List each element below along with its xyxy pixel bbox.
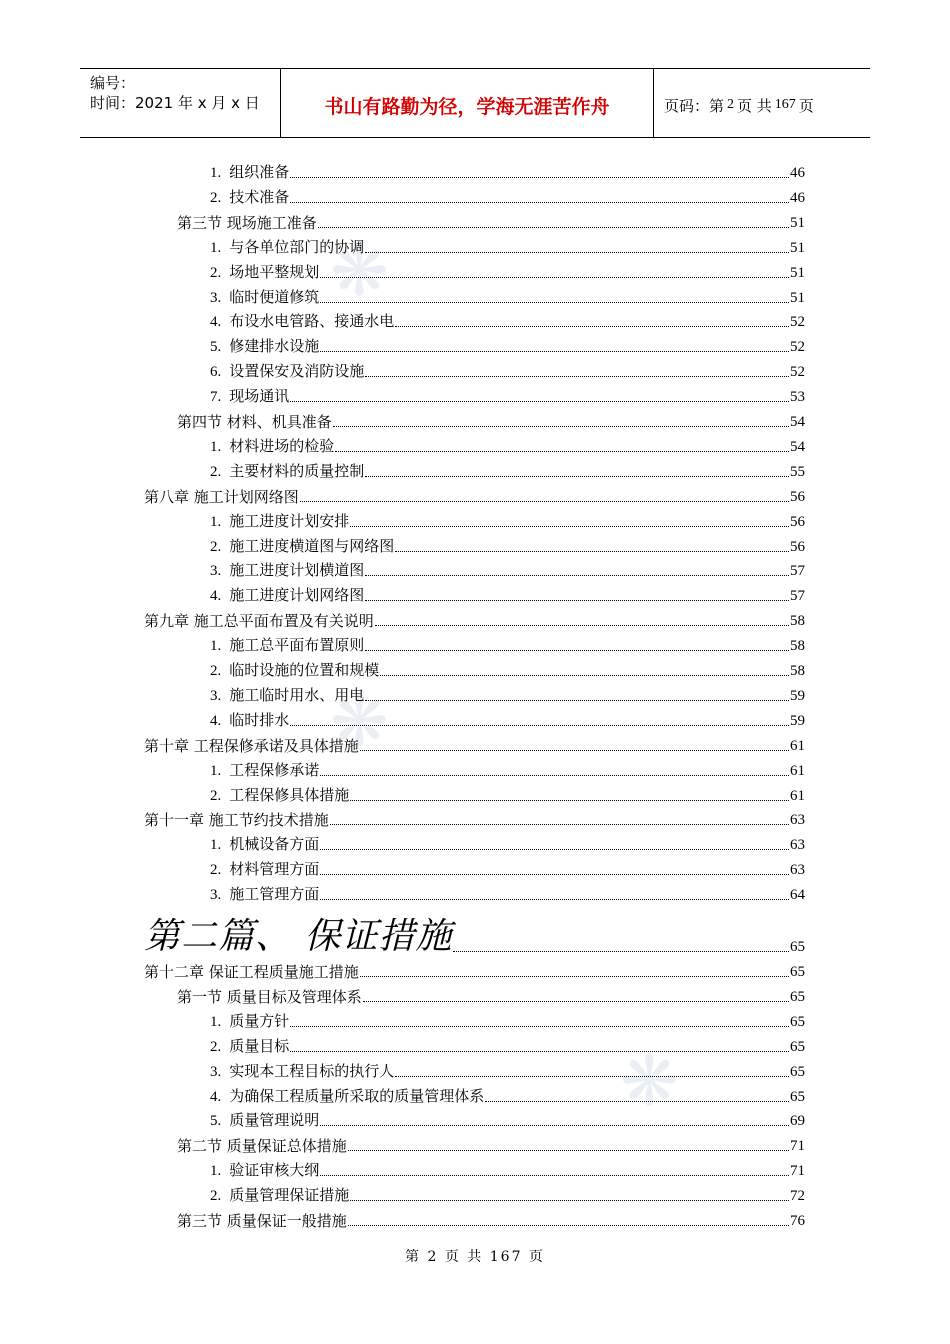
toc-entry-page: 46 <box>790 165 805 181</box>
toc-entry-text: 第一节 质量目标及管理体系 <box>177 987 362 1006</box>
toc-entry-number: 1. <box>210 165 222 181</box>
toc-entry-number: 4. <box>210 314 222 331</box>
toc-entry-text: 第二节 质量保证总体措施 <box>177 1137 347 1156</box>
page-header <box>80 68 870 138</box>
toc-entry[interactable] <box>210 332 805 357</box>
toc-leader-dots <box>290 1050 789 1052</box>
toc-entry-number: 2. <box>210 463 222 480</box>
toc-entry[interactable] <box>210 233 805 258</box>
time-label: 时间：2021 年 x 月 x 日 <box>90 94 260 112</box>
toc-entry-number: 3. <box>210 687 222 704</box>
toc-entry-number: 5. <box>210 1113 222 1130</box>
toc-leader-dots <box>320 774 789 776</box>
toc-entry-page: 59 <box>790 712 805 729</box>
toc-entry-page: 63 <box>790 837 805 854</box>
toc-leader-dots <box>290 176 789 178</box>
toc-entry-page: 65 <box>790 1013 805 1030</box>
toc-entry-text: 第四节 材料、机具准备 <box>177 413 332 431</box>
toc-entry-page: 58 <box>790 663 805 679</box>
toc-entry-title <box>144 962 359 982</box>
toc-entry-page: 71 <box>790 1138 805 1155</box>
toc-entry-page: 65 <box>790 1038 805 1055</box>
page-suffix: 页 <box>798 96 814 115</box>
toc-entry-number: 1. <box>210 239 222 256</box>
toc-leader-dots <box>365 649 789 651</box>
toc-leader-dots <box>300 500 789 502</box>
toc-leader-dots <box>365 599 789 601</box>
toc-entry-text: 第十章 工程保修承诺及具体措施 <box>144 736 359 755</box>
toc-entry-text: 工程保修具体措施 <box>229 785 350 804</box>
toc-entry-number: 7. <box>210 389 222 406</box>
header-meta <box>80 69 281 137</box>
toc-entry-number: 6. <box>210 364 222 381</box>
toc-leader-dots <box>350 1199 789 1201</box>
toc-entry-text: 质量目标 <box>229 1036 290 1055</box>
toc-entry-title <box>210 1185 349 1206</box>
toc-entry-title <box>210 834 319 855</box>
toc-entry-title <box>210 1086 484 1107</box>
toc-entry-text: 施工临时用水、用电 <box>229 685 365 704</box>
toc-entry-page: 63 <box>790 812 805 829</box>
toc-entry-page: 56 <box>790 538 805 555</box>
toc-entry-text: 施工进度横道图与网络图 <box>229 536 395 555</box>
toc-entry-text: 现场通讯 <box>229 387 290 406</box>
toc-leader-dots <box>290 1025 789 1027</box>
toc-entry-number: 4. <box>210 588 222 605</box>
toc-entry-text: 主要材料的质量控制 <box>229 461 365 480</box>
toc-entry-title <box>210 187 289 208</box>
toc-entry-title <box>210 1160 319 1181</box>
toc-leader-dots <box>333 425 789 427</box>
toc-leader-dots <box>320 1174 789 1176</box>
toc-entry-page: 57 <box>790 563 805 580</box>
toc-entry[interactable] <box>144 957 805 982</box>
toc-entry-title <box>210 785 349 806</box>
toc-leader-dots <box>360 975 789 977</box>
toc-leader-dots <box>320 848 789 850</box>
toc-entry-number: 1. <box>210 837 222 854</box>
toc-entry-text: 第三节 质量保证一般措施 <box>177 1212 347 1230</box>
toc-entry-title <box>177 1211 347 1231</box>
toc-entry[interactable] <box>210 756 805 781</box>
toc-entry-title <box>210 262 319 283</box>
toc-entry-page: 56 <box>790 513 805 530</box>
page-mid: 页 共 <box>737 96 772 115</box>
toc-entry-page: 54 <box>790 414 805 430</box>
toc-entry-text: 临时便道修筑 <box>229 287 320 306</box>
toc-entry-title <box>210 685 364 706</box>
toc-entry[interactable] <box>210 681 805 706</box>
toc-entry-page: 65 <box>790 964 805 980</box>
toc-entry-number: 2. <box>210 787 222 804</box>
toc-leader-dots <box>365 475 789 477</box>
toc-entry-text: 组织准备 <box>229 163 290 181</box>
toc-entry[interactable] <box>144 805 805 830</box>
toc-leader-dots <box>320 350 789 352</box>
toc-entry-number: 2. <box>210 189 222 206</box>
toc-entry-number: 1. <box>210 513 222 530</box>
toc-entry-text: 场地平整规划 <box>229 262 320 281</box>
toc-entry[interactable] <box>210 1082 805 1107</box>
toc-leader-dots <box>395 325 789 327</box>
toc-leader-dots <box>485 1100 789 1102</box>
toc-entry-text: 修建排水设施 <box>229 337 320 356</box>
toc-entry-text: 质量管理说明 <box>229 1111 320 1130</box>
toc-entry[interactable] <box>177 1206 805 1231</box>
toc-leader-dots <box>320 1124 789 1126</box>
toc-entry-number: 3. <box>210 887 222 904</box>
toc-entry-page: 65 <box>790 1088 805 1105</box>
watermark-icon: ❋ <box>330 230 389 312</box>
toc-entry-page: 69 <box>790 1113 805 1130</box>
toc-entry-title <box>210 287 319 308</box>
toc-leader-dots <box>290 724 789 726</box>
code-label: 编号： <box>90 74 136 92</box>
toc-entry-title <box>210 760 319 781</box>
toc-entry-text: 施工管理方面 <box>229 885 320 904</box>
toc-entry-title <box>177 987 362 1007</box>
toc-entry-title <box>210 386 289 407</box>
toc-entry[interactable] <box>210 1106 805 1131</box>
page-prefix: 页码：第 <box>664 96 725 115</box>
toc-entry-page: 71 <box>790 1163 805 1180</box>
toc-entry-number: 2. <box>210 1038 222 1055</box>
toc-leader-dots <box>365 699 789 701</box>
toc-leader-dots <box>350 799 789 801</box>
toc-leader-dots <box>320 873 789 875</box>
toc-entry-text: 第九章 施工总平面布置及有关说明 <box>144 612 374 631</box>
toc-entry[interactable] <box>210 258 805 283</box>
toc-entry-title <box>210 536 394 557</box>
toc-leader-dots <box>395 550 789 552</box>
toc-entry-title <box>144 611 374 631</box>
toc-entry[interactable] <box>210 1057 805 1082</box>
toc-entry-title <box>210 336 319 357</box>
toc-leader-dots <box>365 251 789 253</box>
toc-entry-page: 51 <box>790 264 805 281</box>
toc-entry-text: 第三节 现场施工准备 <box>177 213 317 232</box>
watermark-icon: ❋ <box>620 1040 679 1122</box>
toc-entry[interactable] <box>210 283 805 308</box>
toc-entry-text: 机械设备方面 <box>229 835 320 854</box>
toc-entry-page: 52 <box>790 364 805 381</box>
toc-entry-page: 57 <box>790 588 805 605</box>
toc-entry-page: 61 <box>790 737 805 754</box>
toc-entry-title <box>210 859 319 880</box>
header-page-info <box>654 69 870 137</box>
toc-entry-title <box>210 361 364 382</box>
toc-entry-title <box>210 710 289 731</box>
toc-entry-title <box>177 1136 347 1156</box>
toc-entry-page: 59 <box>790 687 805 704</box>
toc-entry-number: 1. <box>210 638 222 655</box>
toc-entry-page: 61 <box>790 762 805 779</box>
toc-entry-number: 4. <box>210 1088 222 1105</box>
toc-entry-page: 63 <box>790 862 805 879</box>
toc-entry-text: 第二篇、 保证措施 <box>144 916 453 957</box>
toc-leader-dots <box>365 375 789 377</box>
toc-entry-text: 施工进度计划横道图 <box>229 561 365 580</box>
toc-entry[interactable] <box>210 432 805 457</box>
toc-entry[interactable] <box>210 158 805 183</box>
toc-entry-title <box>210 436 334 457</box>
toc-entry-page: 58 <box>790 638 805 655</box>
toc-entry-page: 46 <box>790 189 805 206</box>
toc-entry-text: 临时设施的位置和规模 <box>229 661 380 679</box>
watermark-icon: ❋ <box>330 680 389 762</box>
toc-entry-page: 52 <box>790 314 805 331</box>
toc-entry-title <box>177 412 332 432</box>
toc-entry[interactable] <box>210 1181 805 1206</box>
toc-leader-dots <box>350 525 789 527</box>
toc-entry-page: 65 <box>790 988 805 1005</box>
toc-entry-number: 2. <box>210 862 222 879</box>
toc-entry-title <box>210 884 319 905</box>
toc-entry-page: 54 <box>790 438 805 455</box>
toc-entry-text: 实现本工程目标的执行人 <box>229 1061 395 1080</box>
toc-entry-title <box>144 487 299 507</box>
toc-entry[interactable] <box>177 1131 805 1156</box>
toc-leader-dots <box>320 301 789 303</box>
toc-entry-text: 施工进度计划网络图 <box>229 586 365 605</box>
toc-leader-dots <box>453 950 789 952</box>
toc-leader-dots <box>348 1149 789 1151</box>
toc-entry-text: 技术准备 <box>229 187 290 206</box>
page-footer: 第 2 页 共 167 页 <box>405 1249 545 1265</box>
toc-entry[interactable] <box>144 913 805 957</box>
toc-entry-number: 5. <box>210 339 222 356</box>
toc-entry[interactable] <box>210 1032 805 1057</box>
toc-entry[interactable] <box>210 357 805 382</box>
toc-leader-dots <box>380 674 789 676</box>
toc-leader-dots <box>348 1224 789 1226</box>
toc-entry-title <box>210 585 364 606</box>
toc-leader-dots <box>363 1000 789 1002</box>
toc-entry-page: 55 <box>790 463 805 480</box>
toc-entry[interactable] <box>210 556 805 581</box>
toc-entry[interactable] <box>177 982 805 1007</box>
toc-entry-text: 质量方针 <box>229 1011 290 1030</box>
toc-entry-title <box>210 1061 394 1082</box>
toc-entry-title <box>177 213 317 233</box>
toc-entry-title <box>210 1011 289 1032</box>
toc-entry-text: 与各单位部门的协调 <box>229 237 365 256</box>
toc-entry-page: 53 <box>790 389 805 406</box>
toc-leader-dots <box>360 749 789 751</box>
toc-entry-text: 材料管理方面 <box>229 860 320 879</box>
toc-entry-title <box>210 511 349 532</box>
toc-entry-page: 51 <box>790 289 805 306</box>
page-current: 2 <box>727 97 735 112</box>
toc-entry-title <box>210 560 364 581</box>
toc-entry-page: 72 <box>790 1188 805 1205</box>
toc-leader-dots <box>290 201 789 203</box>
toc-entry-page: 58 <box>790 613 805 630</box>
toc-entry[interactable] <box>210 656 805 681</box>
toc-entry[interactable] <box>177 208 805 233</box>
toc-entry[interactable] <box>210 581 805 606</box>
toc-entry-title <box>144 736 359 756</box>
toc-entry-text: 质量管理保证措施 <box>229 1186 350 1205</box>
toc-entry-title <box>210 311 394 332</box>
toc-entry[interactable] <box>210 507 805 532</box>
toc-entry-page: 76 <box>790 1213 805 1229</box>
toc-leader-dots <box>395 1075 789 1077</box>
toc-entry-number: 2. <box>210 264 222 281</box>
toc-entry[interactable] <box>210 307 805 332</box>
toc-entry[interactable] <box>210 706 805 731</box>
toc-entry-number: 4. <box>210 712 222 729</box>
page-total: 167 <box>774 97 796 112</box>
toc-entry[interactable] <box>210 1156 805 1181</box>
toc-entry-title <box>210 660 379 681</box>
toc-entry-text: 验证审核大纲 <box>229 1161 320 1180</box>
toc-entry-text: 施工进度计划安排 <box>229 511 350 530</box>
toc-entry-title <box>210 162 289 183</box>
toc-entry-title <box>210 1110 319 1131</box>
toc-entry-text: 第八章 施工计划网络图 <box>144 487 299 506</box>
toc-leader-dots <box>318 226 789 228</box>
toc-entry[interactable] <box>210 382 805 407</box>
toc-entry-number: 1. <box>210 1163 222 1180</box>
toc-entry-text: 工程保修承诺 <box>229 760 320 779</box>
toc-entry-text: 设置保安及消防设施 <box>229 362 365 381</box>
header-motto: 书山有路勤为径，学海无涯苦作舟 <box>281 69 654 137</box>
toc-entry-number: 3. <box>210 289 222 306</box>
toc-entry-title <box>210 1036 289 1057</box>
toc-entry-number: 1. <box>210 1013 222 1030</box>
toc-entry[interactable] <box>144 731 805 756</box>
toc-entry-title <box>210 635 364 656</box>
toc-entry-number: 2. <box>210 663 222 679</box>
toc-entry[interactable] <box>210 1007 805 1032</box>
toc-leader-dots <box>320 276 789 278</box>
toc-entry[interactable] <box>144 606 805 631</box>
toc-entry-text: 第十二章 保证工程质量施工措施 <box>144 963 359 981</box>
toc-leader-dots <box>290 400 789 402</box>
toc-entry-page: 64 <box>790 887 805 904</box>
toc-entry-text: 施工总平面布置原则 <box>229 636 365 655</box>
toc-leader-dots <box>320 898 789 900</box>
toc-entry-page: 51 <box>790 214 805 231</box>
toc-entry-page: 65 <box>790 1063 805 1080</box>
toc-entry-number: 3. <box>210 563 222 580</box>
toc-entry-number: 2. <box>210 1188 222 1205</box>
toc-entry[interactable] <box>144 482 805 507</box>
toc-entry-title <box>144 810 329 830</box>
toc-entry[interactable] <box>210 457 805 482</box>
toc-entry[interactable] <box>210 781 805 806</box>
toc-entry-page: 61 <box>790 787 805 804</box>
toc-entry-text: 为确保工程质量所采取的质量管理体系 <box>229 1086 485 1105</box>
toc-entry-page: 51 <box>790 239 805 256</box>
toc-entry-title <box>144 917 452 957</box>
toc-entry[interactable] <box>210 532 805 557</box>
toc-entry[interactable] <box>210 855 805 880</box>
toc-entry[interactable] <box>210 830 805 855</box>
toc-entry-page: 65 <box>790 939 805 955</box>
toc-entry-text: 第十一章 施工节约技术措施 <box>144 811 329 830</box>
toc-entry-text: 临时排水 <box>229 710 290 729</box>
toc-entry[interactable] <box>177 407 805 432</box>
toc-entry-number: 3. <box>210 1063 222 1080</box>
toc-entry-title <box>210 237 364 258</box>
toc-entry-page: 56 <box>790 488 805 505</box>
toc-entry-page: 52 <box>790 339 805 356</box>
toc-entry[interactable] <box>210 880 805 905</box>
toc-entry-text: 布设水电管路、接通水电 <box>229 312 395 331</box>
toc-entry-text: 材料进场的检验 <box>229 436 335 455</box>
toc-leader-dots <box>335 450 789 452</box>
toc-leader-dots <box>330 823 789 825</box>
toc-entry[interactable] <box>210 631 805 656</box>
toc-entry[interactable] <box>210 183 805 208</box>
toc-entry-number: 1. <box>210 438 222 455</box>
toc-entry-number: 2. <box>210 538 222 555</box>
toc-entry-number: 1. <box>210 762 222 779</box>
toc-leader-dots <box>365 574 789 576</box>
toc-leader-dots <box>375 624 789 626</box>
toc-entry-title <box>210 461 364 482</box>
